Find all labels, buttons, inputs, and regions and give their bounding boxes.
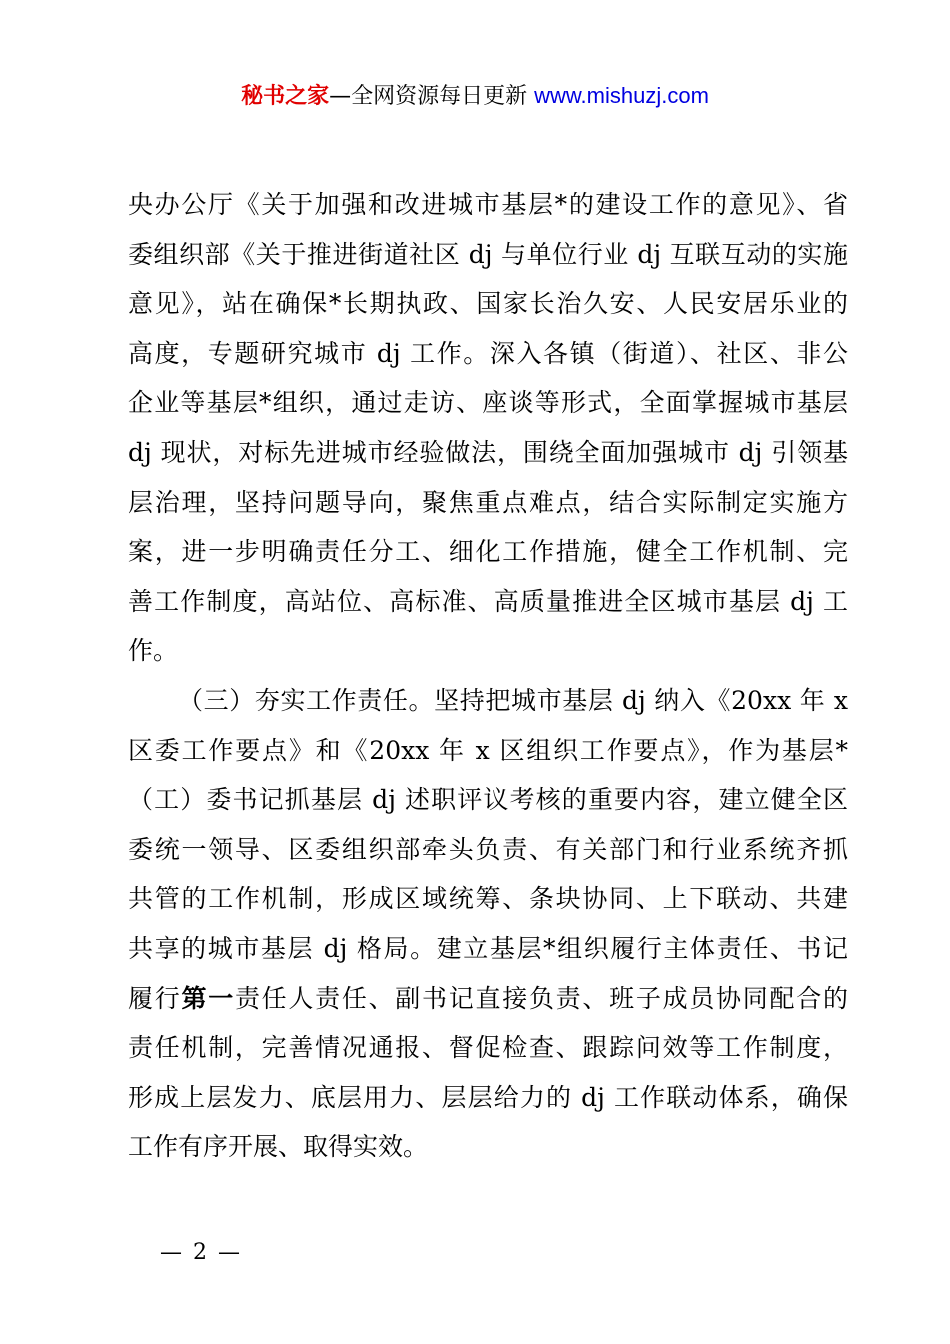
text-line: 工作有序开展、取得实效。 — [128, 1132, 429, 1162]
site-url-link[interactable]: www.mishuzj.com — [534, 83, 709, 108]
bold-text-segment: 第一 — [181, 983, 235, 1013]
text-line: （工）委书记抓基层 dj 述职评议考核的重要内容，建立健全区 — [128, 785, 848, 815]
text-line: 意见》，站在确保*长期执政、国家长治久安、人民安居乐业的 — [128, 289, 848, 319]
text-line: 企业等基层*组织，通过走访、座谈等形式，全面掌握城市基层 — [128, 388, 848, 418]
text-line: 层治理，坚持问题导向，聚焦重点难点，结合实际制定实施方 — [128, 487, 848, 517]
text-segment: 履行 — [128, 983, 182, 1013]
text-line: 善工作制度，高站位、高标准、高质量推进全区城市基层 dj 工 — [128, 586, 848, 616]
text-line: 区委工作要点》和《20xx 年 x 区组织工作要点》，作为基层* — [128, 735, 848, 765]
text-line — [128, 974, 848, 1024]
site-tagline: —全网资源每日更新 — [329, 84, 528, 109]
text-line: 共管的工作机制，形成区域统筹、条块协同、上下联动、共建 — [128, 884, 848, 914]
text-line: 央办公厅《关于加强和改进城市基层*的建设工作的意见》、省 — [128, 190, 848, 219]
text-line: 形成上层发力、底层用力、层层给力的 dj 工作联动体系，确保 — [128, 1082, 848, 1112]
site-brand: 秘书之家 — [241, 84, 330, 109]
text-line: 共享的城市基层 dj 格局。建立基层*组织履行主体责任、书记 — [128, 933, 848, 963]
document-body — [128, 180, 848, 1172]
text-segment: 责任人责任、副书记直接负责、班子成员协同配合的 — [234, 983, 848, 1013]
text-line: 委统一领导、区委组织部牵头负责、有关部门和行业系统齐抓 — [128, 834, 848, 864]
site-header — [0, 80, 950, 113]
text-line: 案，进一步明确责任分工、细化工作措施，健全工作机制、完 — [128, 537, 848, 567]
text-line: dj 现状，对标先进城市经验做法，围绕全面加强城市 dj 引领基 — [128, 437, 848, 467]
section-heading-line: （三）夯实工作责任。坚持把城市基层 dj 纳入《20xx 年 x — [178, 685, 848, 715]
text-line: 责任机制，完善情况通报、督促检查、跟踪问效等工作制度， — [128, 1033, 848, 1063]
text-line: 高度，专题研究城市 dj 工作。深入各镇（街道）、社区、非公 — [128, 338, 848, 368]
page-number: — 2 — — [160, 1240, 242, 1265]
text-line: 作。 — [128, 636, 179, 666]
text-line: 委组织部《关于推进街道社区 dj 与单位行业 dj 互联互动的实施 — [128, 239, 848, 269]
